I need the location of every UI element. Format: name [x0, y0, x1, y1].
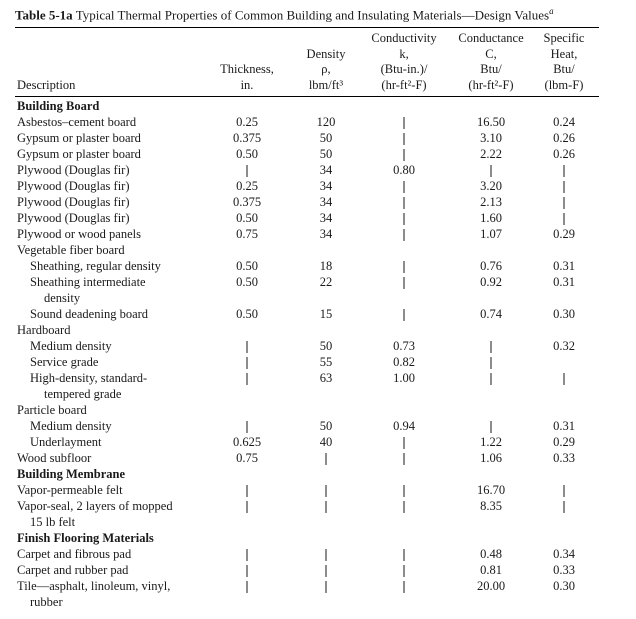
header-cnd: [458, 31, 523, 93]
cell-cnd: 16.50: [476, 115, 506, 129]
cell-sp: 0.32: [553, 339, 575, 353]
empty-value-dash: [404, 197, 405, 209]
cell-sp: 0.24: [553, 115, 575, 129]
cell-sp: 0.34: [553, 547, 575, 561]
empty-value-dash: [404, 149, 405, 161]
header-line: ρ,: [321, 62, 331, 76]
empty-value-dash: [247, 565, 248, 577]
table-caption: [15, 6, 554, 23]
cell-sp: 0.26: [553, 131, 575, 145]
row-description: Medium density: [30, 339, 112, 353]
cell-cnd: 20.00: [476, 579, 506, 593]
cell-den: 63: [319, 371, 333, 385]
cell-thk: 0.50: [236, 259, 258, 273]
header-sp: [544, 31, 585, 93]
header-line: (Btu-in.)/: [380, 62, 428, 76]
cell-den: 18: [319, 259, 333, 273]
cell-cnd: 0.76: [480, 259, 502, 273]
row-description: Plywood (Douglas fir): [17, 179, 130, 193]
empty-value-dash: [404, 261, 405, 273]
header-line: Conductance: [458, 31, 524, 45]
empty-value-dash: [247, 501, 248, 513]
empty-value-dash: [326, 453, 327, 465]
section-heading: Building Board: [17, 99, 100, 113]
cell-sp: 0.30: [553, 579, 575, 593]
row-description: Particle board: [17, 403, 87, 417]
header-rule: [15, 96, 599, 97]
cell-sp: 0.26: [553, 147, 575, 161]
row-description: Tile—asphalt, linoleum, vinyl,: [17, 579, 171, 593]
empty-value-dash: [564, 213, 565, 225]
empty-value-dash: [491, 357, 492, 369]
header-line: (hr-ft²-F): [468, 77, 514, 92]
row-description: Vapor-permeable felt: [17, 483, 123, 497]
empty-value-dash: [326, 565, 327, 577]
empty-value-dash: [564, 197, 565, 209]
header-line: Description: [17, 77, 76, 92]
cell-cnd: 3.20: [480, 179, 502, 193]
row-description: rubber: [30, 595, 63, 609]
cell-sp: 0.31: [553, 275, 575, 289]
header-line: lbm/ft³: [308, 77, 344, 92]
table-title: Typical Thermal Properties of Common Building and Insulating Materials—Design Values: [75, 7, 550, 23]
header-thk: [220, 62, 274, 93]
cell-cnd: 0.74: [480, 307, 502, 321]
header-line: k,: [399, 46, 409, 61]
header-line: Conductivity: [371, 31, 437, 45]
cell-den: 34: [319, 195, 333, 209]
cell-thk: 0.625: [232, 435, 262, 449]
row-description: Service grade: [30, 355, 99, 369]
row-description: High-density, standard-: [30, 371, 148, 385]
header-line: in.: [240, 77, 254, 92]
cell-den: 34: [319, 163, 333, 177]
cell-thk: 0.50: [236, 307, 258, 321]
empty-value-dash: [404, 133, 405, 145]
top-rule: [15, 27, 599, 28]
header-line: (lbm-F): [544, 77, 584, 92]
cell-sp: 0.29: [553, 227, 575, 241]
empty-value-dash: [404, 549, 405, 561]
cell-cnd: 2.13: [480, 195, 502, 209]
header-line: Specific: [543, 31, 585, 45]
empty-value-dash: [404, 277, 405, 289]
row-description: Vegetable fiber board: [17, 243, 125, 257]
cell-thk: 0.75: [236, 227, 258, 241]
row-description: Sound deadening board: [30, 307, 149, 321]
cell-den: 50: [319, 419, 333, 433]
empty-value-dash: [404, 581, 405, 593]
cell-sp: 0.33: [553, 563, 575, 577]
cell-cnd: 8.35: [480, 499, 502, 513]
caption-footnote: a: [549, 6, 554, 16]
row-description: Vapor-seal, 2 layers of mopped: [17, 499, 173, 513]
cell-cond: 0.80: [393, 163, 415, 177]
cell-cnd: 1.06: [480, 451, 502, 465]
row-description: 15 lb felt: [30, 515, 76, 529]
section-heading: Building Membrane: [17, 467, 125, 481]
cell-den: 50: [319, 147, 333, 161]
section-heading: Finish Flooring Materials: [17, 531, 154, 545]
row-description: Hardboard: [17, 323, 71, 337]
cell-cnd: 1.60: [480, 211, 502, 225]
cell-den: 40: [319, 435, 333, 449]
cell-cond: 0.73: [393, 339, 415, 353]
cell-den: 22: [319, 275, 333, 289]
empty-value-dash: [564, 485, 565, 497]
cell-den: 15: [319, 307, 333, 321]
empty-value-dash: [564, 165, 565, 177]
row-description: Sheathing intermediate: [30, 275, 146, 289]
empty-value-dash: [247, 549, 248, 561]
cell-thk: 0.50: [236, 147, 258, 161]
row-description: Asbestos–cement board: [17, 115, 137, 129]
empty-value-dash: [247, 581, 248, 593]
empty-value-dash: [404, 181, 405, 193]
row-description: Gypsum or plaster board: [17, 131, 141, 145]
cell-thk: 0.375: [232, 131, 262, 145]
header-cond: [371, 31, 436, 93]
cell-den: 34: [319, 227, 333, 241]
cell-cnd: 1.22: [480, 435, 502, 449]
empty-value-dash: [247, 357, 248, 369]
empty-value-dash: [564, 373, 565, 385]
row-description: Sheathing, regular density: [30, 259, 161, 273]
header-line: Btu/: [553, 62, 575, 76]
empty-value-dash: [326, 581, 327, 593]
row-description: Carpet and fibrous pad: [17, 547, 132, 561]
cell-thk: 0.375: [232, 195, 262, 209]
row-description: Medium density: [30, 419, 112, 433]
empty-value-dash: [247, 485, 248, 497]
empty-value-dash: [491, 165, 492, 177]
row-description: Plywood or wood panels: [17, 227, 141, 241]
cell-cond: 0.94: [393, 419, 415, 433]
row-description: Gypsum or plaster board: [17, 147, 141, 161]
row-description: density: [44, 291, 81, 305]
cell-cnd: 0.92: [480, 275, 502, 289]
cell-thk: 0.25: [236, 179, 258, 193]
cell-thk: 0.50: [236, 211, 258, 225]
cell-den: 120: [316, 115, 336, 129]
cell-sp: 0.31: [553, 419, 575, 433]
empty-value-dash: [404, 453, 405, 465]
cell-cnd: 3.10: [480, 131, 502, 145]
cell-cnd: 1.07: [480, 227, 502, 241]
empty-value-dash: [404, 229, 405, 241]
empty-value-dash: [247, 421, 248, 433]
empty-value-dash: [564, 181, 565, 193]
header-line: C,: [485, 46, 497, 61]
row-description: Plywood (Douglas fir): [17, 163, 130, 177]
header-line: (hr-ft²-F): [381, 77, 427, 92]
empty-value-dash: [247, 373, 248, 385]
row-description: Underlayment: [30, 435, 102, 449]
cell-den: 50: [319, 339, 333, 353]
cell-den: 34: [319, 179, 333, 193]
cell-cond: 0.82: [393, 355, 415, 369]
table-label: Table 5-1a: [15, 7, 73, 23]
cell-sp: 0.31: [553, 259, 575, 273]
cell-sp: 0.30: [553, 307, 575, 321]
header-desc: [17, 78, 75, 94]
row-description: tempered grade: [44, 387, 122, 401]
empty-value-dash: [564, 501, 565, 513]
empty-value-dash: [326, 549, 327, 561]
empty-value-dash: [491, 421, 492, 433]
empty-value-dash: [491, 373, 492, 385]
cell-thk: 0.50: [236, 275, 258, 289]
cell-den: 50: [319, 131, 333, 145]
row-description: Wood subfloor: [17, 451, 92, 465]
cell-thk: 0.75: [236, 451, 258, 465]
empty-value-dash: [404, 565, 405, 577]
cell-thk: 0.25: [236, 115, 258, 129]
header-line: Btu/: [480, 62, 502, 76]
cell-cond: 1.00: [393, 371, 415, 385]
cell-sp: 0.29: [553, 435, 575, 449]
cell-sp: 0.33: [553, 451, 575, 465]
empty-value-dash: [404, 117, 405, 129]
row-description: Plywood (Douglas fir): [17, 211, 130, 225]
empty-value-dash: [404, 213, 405, 225]
empty-value-dash: [326, 485, 327, 497]
cell-den: 34: [319, 211, 333, 225]
empty-value-dash: [404, 437, 405, 449]
empty-value-dash: [247, 165, 248, 177]
cell-cnd: 16.70: [476, 483, 506, 497]
header-den: [307, 47, 346, 94]
empty-value-dash: [491, 341, 492, 353]
row-description: Plywood (Douglas fir): [17, 195, 130, 209]
cell-cnd: 2.22: [480, 147, 502, 161]
cell-cnd: 0.48: [480, 547, 502, 561]
empty-value-dash: [326, 501, 327, 513]
cell-cnd: 0.81: [480, 563, 502, 577]
empty-value-dash: [404, 309, 405, 321]
header-line: Heat,: [550, 46, 578, 61]
header-line: Thickness,: [220, 62, 274, 76]
empty-value-dash: [404, 485, 405, 497]
header-line: Density: [306, 46, 346, 61]
empty-value-dash: [404, 501, 405, 513]
row-description: Carpet and rubber pad: [17, 563, 129, 577]
cell-den: 55: [319, 355, 333, 369]
empty-value-dash: [247, 341, 248, 353]
